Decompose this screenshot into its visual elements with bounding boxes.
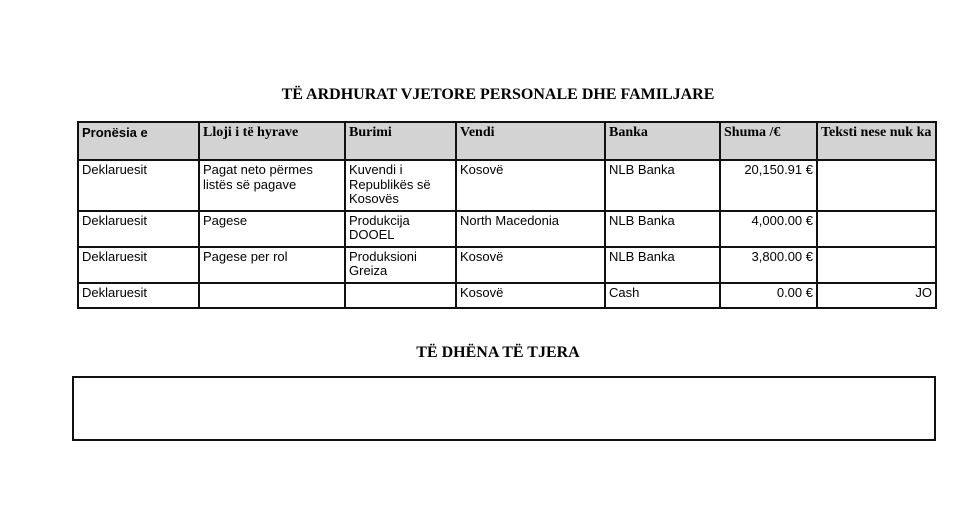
column-header-country: Vendi	[456, 122, 605, 160]
cell-bank: NLB Banka	[605, 247, 720, 283]
cell-amount: 0.00 €	[720, 283, 817, 308]
cell-amount: 20,150.91 €	[720, 160, 817, 211]
cell-bank: Cash	[605, 283, 720, 308]
table-row	[78, 283, 936, 308]
column-header-note: Teksti nese nuk ka	[817, 122, 936, 160]
cell-income-type	[199, 283, 345, 308]
income-section-title: TË ARDHURAT VJETORE PERSONALE DHE FAMILJARE	[281, 86, 715, 103]
cell-country: Kosovë	[456, 160, 605, 211]
table-row	[78, 247, 936, 283]
column-header-income-type: Lloji i të hyrave	[199, 122, 345, 160]
income-table	[77, 121, 937, 309]
column-header-amount: Shuma /€	[720, 122, 817, 160]
cell-note	[817, 211, 936, 247]
table-row	[78, 160, 936, 211]
cell-note	[817, 247, 936, 283]
cell-income-type: Pagese per rol	[199, 247, 345, 283]
cell-bank: NLB Banka	[605, 160, 720, 211]
column-header-ownership: Pronësia e	[78, 122, 199, 160]
cell-country: North Macedonia	[456, 211, 605, 247]
cell-country: Kosovë	[456, 247, 605, 283]
cell-source: Produksioni Greiza	[345, 247, 456, 283]
cell-income-type: Pagat neto përmes listës së pagave	[199, 160, 345, 211]
cell-amount: 3,800.00 €	[720, 247, 817, 283]
cell-note: JO	[817, 283, 936, 308]
cell-source: Produkcija DOOEL	[345, 211, 456, 247]
cell-ownership: Deklaruesit	[78, 283, 199, 308]
other-data-box	[72, 376, 936, 441]
table-header-row	[78, 122, 936, 160]
cell-ownership: Deklaruesit	[78, 160, 199, 211]
cell-ownership: Deklaruesit	[78, 211, 199, 247]
column-header-source: Burimi	[345, 122, 456, 160]
other-data-section-title: TË DHËNA TË TJERA	[416, 344, 580, 361]
cell-amount: 4,000.00 €	[720, 211, 817, 247]
cell-source: Kuvendi i Republikës së Kosovës	[345, 160, 456, 211]
table-row	[78, 211, 936, 247]
cell-bank: NLB Banka	[605, 211, 720, 247]
column-header-bank: Banka	[605, 122, 720, 160]
cell-source	[345, 283, 456, 308]
cell-country: Kosovë	[456, 283, 605, 308]
cell-note	[817, 160, 936, 211]
cell-income-type: Pagese	[199, 211, 345, 247]
cell-ownership: Deklaruesit	[78, 247, 199, 283]
